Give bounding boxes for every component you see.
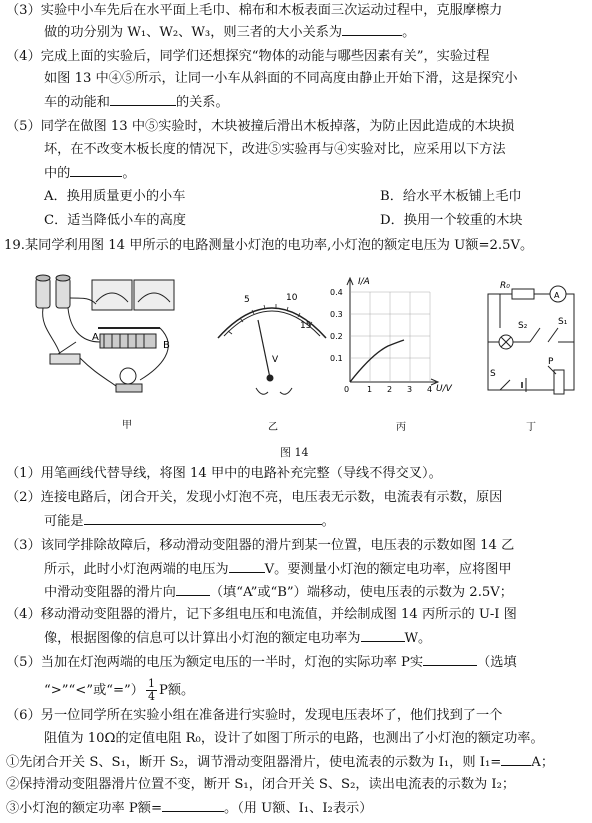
q19-p5-line2: “>”“<”或“=”） $\frac{1}{4}$ P额。 — [44, 677, 195, 703]
graph-ytick: 0.4 — [330, 288, 343, 297]
q19-step3: ③小灯泡的额定功率 P额= 。（用 U额、I₁、I₂表示） — [6, 801, 373, 816]
label-a: A — [92, 332, 99, 343]
answer-blank[interactable] — [501, 753, 531, 766]
circuit-jia — [36, 275, 174, 392]
sub-caption-jia: 甲 — [122, 420, 132, 431]
q18-p5-line3: 中的 。 — [44, 166, 136, 181]
answer-blank[interactable] — [176, 583, 210, 596]
label-s: S — [490, 369, 496, 379]
q18-options-row2 — [0, 212, 592, 230]
answer-blank[interactable] — [229, 560, 265, 573]
q19-p5-line1: （5）当加在灯泡两端的电压为额定电压的一半时，灯泡的实际功率 P实 （选填 — [6, 655, 517, 670]
switch-s1-icon — [548, 328, 558, 342]
battery-icon — [56, 278, 70, 308]
answer-blank[interactable] — [342, 23, 402, 36]
switch-icon — [50, 354, 80, 364]
q19-stem: 19.某同学利用图 14 甲所示的电路测量小灯泡的电功率,小灯泡的额定电压为 U额=2.5V。 — [4, 238, 534, 253]
answer-blank[interactable] — [423, 653, 477, 666]
answer-blank[interactable] — [361, 629, 405, 642]
q18-p5-line1: （5）同学在做图 13 中⑤实验时，木块被撞后滑出木板掉落，为防止因此造成的木块损 — [6, 119, 515, 134]
ui-graph — [347, 278, 438, 385]
answer-blank[interactable] — [110, 93, 176, 106]
circuit-ding — [488, 286, 574, 394]
graph-xlabel: U/V — [436, 384, 452, 394]
label-s1: S₁ — [558, 317, 568, 327]
sub-caption-bing: 丙 — [396, 422, 406, 433]
q19-p6-line1: （6）另一位同学所在实验小组在准备进行实验时，发现电压表坏了，他们找到了一个 — [6, 708, 503, 723]
q19-p3-line3: 中滑动变阻器的滑片向 （填“A”或“B”）端移动，使电压表的示数为 2.5V； — [44, 585, 513, 600]
answer-blank[interactable] — [70, 164, 122, 177]
q18-p3-line2: 做的功分别为 W₁、W₂、W₃，则三者的大小关系为 。 — [44, 25, 416, 40]
ui-curve — [350, 340, 404, 382]
graph-xtick: 3 — [407, 385, 413, 394]
meter-tick-label: 10 — [286, 293, 298, 303]
voltmeter-dial — [218, 304, 326, 394]
switch-s-icon — [500, 380, 510, 390]
q18-p5-line2: 坏，在不改变木板长度的情况下，改进⑤实验再与④实验对比，应采用以下方法 — [44, 142, 506, 157]
q18-p4-line1: （4）完成上面的实验后，同学们还想探究“物体的动能与哪些因素有关”，实验过程 — [6, 49, 490, 64]
fraction-quarter: $\frac{1}{4}$ — [147, 677, 155, 703]
graph-ytick: 0.2 — [330, 332, 343, 341]
graph-ytick: 0.3 — [330, 310, 343, 319]
graph-ylabel: I/A — [358, 277, 370, 287]
sub-caption-ding: 丁 — [526, 422, 536, 433]
q19-step1: ①先闭合开关 S、S₁，断开 S₂，调节滑动变阻器滑片，使电流表的示数为 I₁，则 I₁= A； — [6, 755, 555, 770]
option-c[interactable]: C．适当降低小车的高度 — [44, 213, 186, 228]
graph-xtick: 2 — [387, 385, 393, 394]
q19-p4-line2: 像，根据图像的信息可以计算出小灯泡的额定电功率为 W。 — [44, 631, 432, 646]
meter-unit: V — [272, 355, 279, 365]
sub-caption-yi: 乙 — [268, 422, 278, 433]
q19-step2: ②保持滑动变阻器滑片位置不变，断开 S₁，闭合开关 S、S₂，读出电流表的示数为 I₂； — [6, 777, 516, 792]
option-d[interactable]: D．换用一个较重的木块 — [380, 213, 523, 228]
q18-options-row1 — [0, 188, 592, 206]
meter-tick-label: 15 — [300, 321, 312, 331]
ammeter-icon — [92, 280, 132, 310]
q19-p3-line2: 所示，此时小灯泡两端的电压为 V。要测量小灯泡的额定电功率，应将图甲 — [44, 562, 512, 577]
meter-needle — [258, 320, 270, 378]
label-s2: S₂ — [518, 321, 528, 331]
q19-p2-line2: 可能是 。 — [44, 514, 335, 529]
graph-xtick: 4 — [427, 385, 433, 394]
option-a[interactable]: A．换用质量更小的小车 — [44, 189, 186, 204]
figure-caption: 图 14 — [280, 446, 309, 459]
option-b[interactable]: B．给水平木板铺上毛巾 — [380, 189, 522, 204]
q19-p6-line2: 阻值为 10Ω的定值电阻 R₀，设计了如图丁所示的电路，也测出了小灯泡的额定功率。 — [44, 731, 544, 746]
switch-s2-icon — [530, 328, 540, 342]
voltmeter-icon — [134, 280, 174, 310]
meter-tick-label: 5 — [244, 295, 250, 305]
q18-p4-line2: 如图 13 中④⑤所示，让同一小车从斜面的不同高度由静止开始下滑，这是探究小 — [44, 71, 518, 86]
graph-ytick: 0.1 — [330, 354, 343, 363]
label-p: P — [548, 357, 554, 367]
graph-xtick: 0 — [344, 385, 350, 394]
answer-blank[interactable] — [84, 512, 322, 525]
figure-14-svg — [0, 258, 592, 436]
q19-p3-line1: （3）该同学排除故障后，移动滑动变阻器的滑片到某一位置，电压表的示数如图 14 乙 — [6, 538, 515, 553]
label-b: B — [163, 340, 170, 351]
q19-p1: （1）用笔画线代替导线，将图 14 甲中的电路补充完整（导线不得交叉）。 — [6, 466, 442, 481]
label-ammeter: A — [554, 291, 560, 300]
q18-p4-line3: 车的动能和 的关系。 — [44, 95, 229, 110]
q18-p3-line1: （3）实验中小车先后在水平面上毛巾、棉布和木板表面三次运动过程中，克服摩檫力 — [6, 3, 503, 18]
answer-blank[interactable] — [162, 799, 224, 812]
q19-p2-line1: （2）连接电路后，闭合开关，发现小灯泡不亮，电压表无示数，电流表有示数，原因 — [6, 490, 503, 505]
q19-p4-line1: （4）移动滑动变阻器的滑片，记下多组电压和电流值，并绘制成图 14 丙所示的 U-I 图 — [6, 607, 517, 622]
graph-xtick: 1 — [367, 385, 373, 394]
bulb-icon — [120, 368, 136, 384]
label-r0: R₀ — [500, 281, 510, 291]
resistor-r0-icon — [512, 289, 534, 299]
figure-14 — [0, 258, 592, 436]
battery-icon — [36, 278, 50, 308]
